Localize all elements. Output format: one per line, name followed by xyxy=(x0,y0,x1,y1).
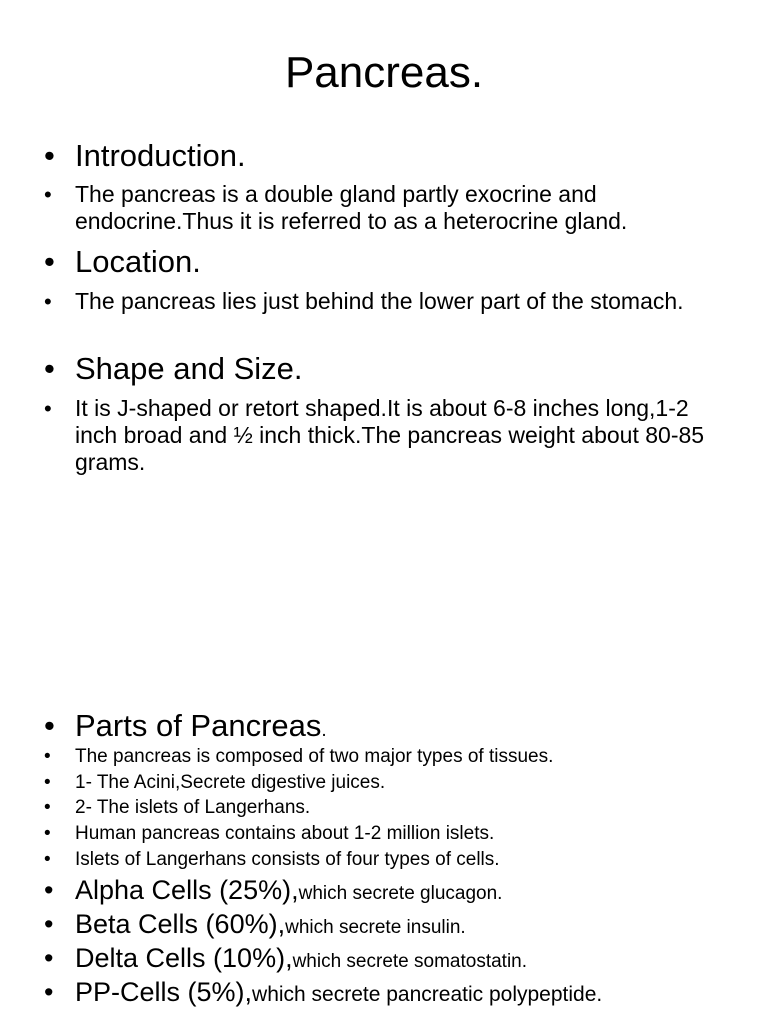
cell-desc: which secrete pancreatic polypeptide. xyxy=(252,983,603,1006)
heading-text: Shape and Size. xyxy=(75,351,303,386)
bullet-icon: • xyxy=(44,943,54,973)
heading-text: Location. xyxy=(75,244,201,279)
heading-location xyxy=(44,244,734,280)
bullet-icon: • xyxy=(44,746,51,767)
heading-text: Introduction. xyxy=(75,138,246,173)
bullet-icon: • xyxy=(44,289,52,314)
bullet-icon: • xyxy=(44,849,51,870)
heading-shape-size xyxy=(44,351,734,387)
cell-name: Beta Cells (60%), xyxy=(75,909,286,939)
cell-text xyxy=(75,907,734,945)
list-item xyxy=(44,821,734,846)
cell-name: Alpha Cells (25%), xyxy=(75,875,299,905)
list-item xyxy=(44,770,734,795)
heading-parts-label: Parts of Pancreas xyxy=(75,708,322,743)
text-location xyxy=(44,288,734,315)
cell-item-delta xyxy=(44,941,734,979)
cell-item-pp xyxy=(44,975,734,1012)
page-title: Pancreas. xyxy=(284,48,484,97)
list-item xyxy=(44,795,734,820)
list-item-text: 2- The islets of Langerhans. xyxy=(75,797,311,818)
heading-parts-dot: . xyxy=(321,720,327,741)
heading-parts xyxy=(44,708,734,749)
cell-text xyxy=(75,975,734,1012)
cell-text xyxy=(75,873,734,911)
bullet-icon: • xyxy=(44,396,52,421)
bullet-icon: • xyxy=(44,244,55,279)
text-shape-size xyxy=(44,395,734,476)
list-item xyxy=(44,847,734,872)
body-text: It is J-shaped or retort shaped.It is about 6-8 inches long,1-2 inch broad and ½ inch thick.The pancreas weight about 80-85 grams. xyxy=(75,395,705,475)
list-item xyxy=(44,744,734,769)
bullet-icon: • xyxy=(44,909,54,939)
body-text: The pancreas is a double gland partly exocrine and endocrine.Thus it is referred to as a heterocrine gland. xyxy=(75,181,628,234)
bullet-icon: • xyxy=(44,797,51,818)
bullet-icon: • xyxy=(44,875,54,905)
cell-name: PP-Cells (5%), xyxy=(75,977,253,1007)
cell-desc: which secrete insulin. xyxy=(285,917,466,938)
cell-name: Delta Cells (10%), xyxy=(75,943,293,973)
bullet-icon: • xyxy=(44,823,51,844)
list-item-text: The pancreas is composed of two major types of tissues. xyxy=(75,746,554,767)
heading-introduction xyxy=(44,138,734,174)
heading-text xyxy=(75,708,734,749)
list-item-text: 1- The Acini,Secrete digestive juices. xyxy=(75,772,386,793)
text-introduction xyxy=(44,181,734,235)
bullet-icon: • xyxy=(44,708,55,743)
bullet-icon: • xyxy=(44,138,55,173)
cell-desc: which secrete somatostatin. xyxy=(292,951,528,972)
cell-text xyxy=(75,941,734,979)
body-text: The pancreas lies just behind the lower part of the stomach. xyxy=(75,288,684,314)
cell-item-alpha xyxy=(44,873,734,911)
cell-item-beta xyxy=(44,907,734,945)
bullet-icon: • xyxy=(44,772,51,793)
bullet-icon: • xyxy=(44,351,55,386)
list-item-text: Human pancreas contains about 1-2 million islets. xyxy=(75,823,495,844)
bullet-icon: • xyxy=(44,977,54,1007)
bullet-icon: • xyxy=(44,182,52,207)
cell-desc: which secrete glucagon. xyxy=(298,883,503,904)
list-item-text: Islets of Langerhans consists of four types of cells. xyxy=(75,849,500,870)
